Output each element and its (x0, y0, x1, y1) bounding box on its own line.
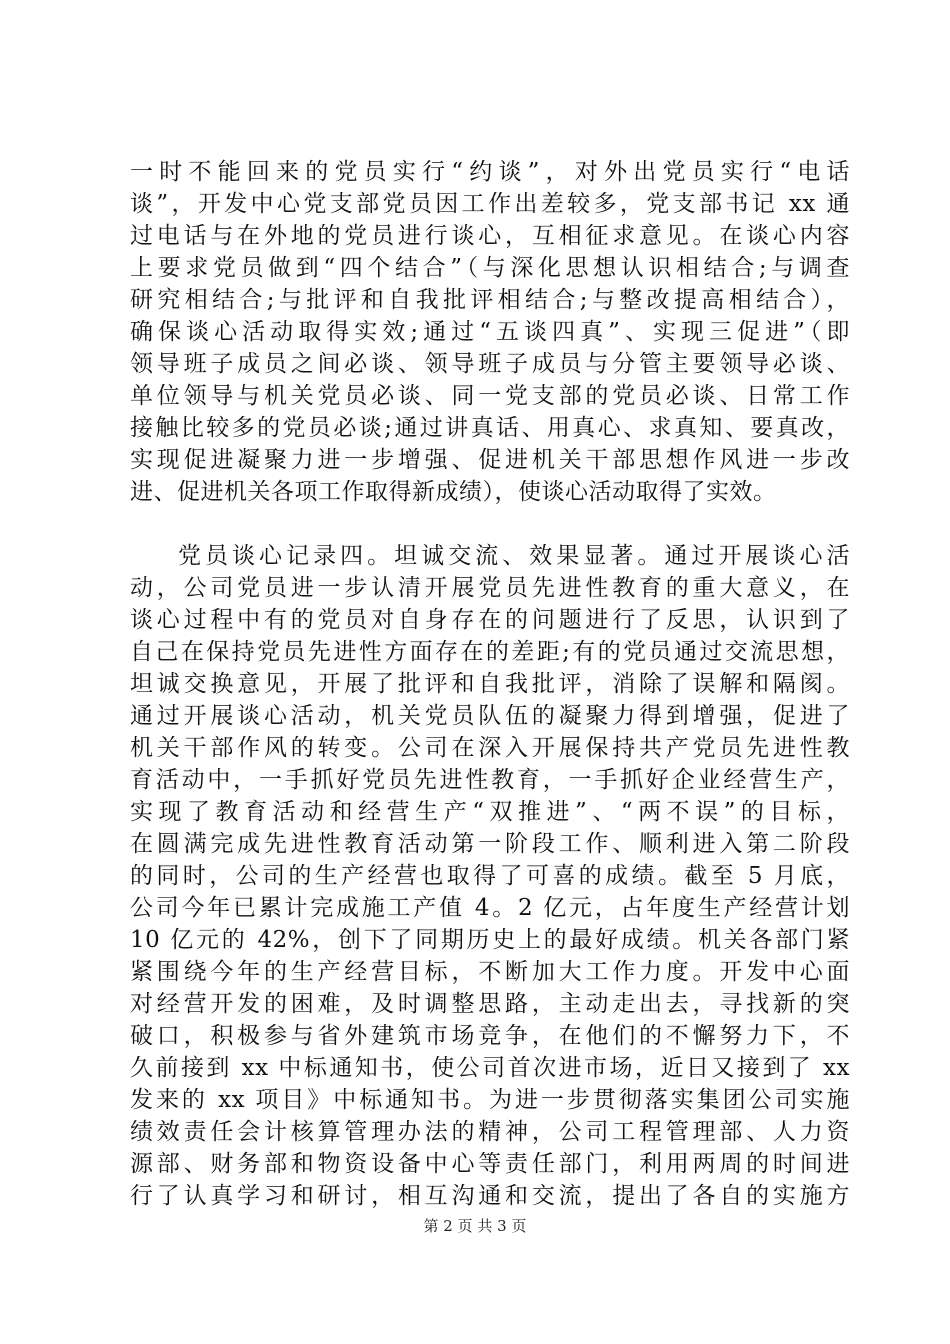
text-line: 坦诚交换意见，开展了批评和自我批评，消除了误解和隔阂。 (130, 671, 850, 697)
text-line: 发来的 xx 项目》中标通知书。为进一步贯彻落实集团公司实施 (130, 1087, 850, 1113)
text-line: 过电话与在外地的党员进行谈心，互相征求意见。在谈心内容 (130, 223, 850, 249)
text-line: 源部、财务部和物资设备中心等责任部门，利用两周的时间进 (130, 1151, 850, 1177)
text-line: 行了认真学习和研讨，相互沟通和交流，提出了各自的实施方 (130, 1183, 850, 1209)
text-line: 10 亿元的 42%，创下了同期历史上的最好成绩。机关各部门紧 (130, 927, 850, 953)
text-line: 紧围绕今年的生产经营目标，不断加大工作力度。开发中心面 (130, 959, 850, 985)
text-line: 公司今年已累计完成施工产值 4。2 亿元，占年度生产经营计划 (130, 895, 850, 921)
text-line: 实现了教育活动和经营生产“双推进”、“两不误”的目标， (130, 799, 850, 825)
page-footer: 第 2 页 共 3 页 (423, 1217, 527, 1235)
text-line: 绩效责任会计核算管理办法的精神，公司工程管理部、人力资 (130, 1119, 850, 1145)
text-line: 谈”，开发中心党支部党员因工作出差较多，党支部书记 xx 通 (130, 191, 850, 217)
text-line: 上要求党员做到“四个结合”（与深化思想认识相结合;与调查 (130, 255, 850, 281)
text-line: 自己在保持党员先进性方面存在的差距;有的党员通过交流思想， (130, 639, 850, 665)
text-line: 一时不能回来的党员实行“约谈”，对外出党员实行“电话 (130, 159, 850, 185)
text-line: 机关干部作风的转变。公司在深入开展保持共产党员先进性教 (130, 735, 850, 761)
text-line: 谈心过程中有的党员对自身存在的问题进行了反思，认识到了 (130, 607, 850, 633)
text-line: 单位领导与机关党员必谈、同一党支部的党员必谈、日常工作 (130, 383, 850, 409)
text-line: 在圆满完成先进性教育活动第一阶段工作、顺利进入第二阶段 (130, 831, 850, 857)
text-line: 进、促进机关各项工作取得新成绩），使谈心活动取得了实效。 (130, 479, 777, 505)
text-line: 确保谈心活动取得实效;通过“五谈四真”、实现三促进”（即 (130, 319, 850, 345)
text-line: 久前接到 xx 中标通知书，使公司首次进市场，近日又接到了 xx (130, 1055, 850, 1081)
text-line: 党员谈心记录四。坦诚交流、效果显著。通过开展谈心活 (178, 543, 850, 569)
text-line: 对经营开发的困难，及时调整思路，主动走出去，寻找新的突 (130, 991, 850, 1017)
text-line: 动，公司党员进一步认清开展党员先进性教育的重大意义，在 (130, 575, 850, 601)
text-line: 破口，积极参与省外建筑市场竞争，在他们的不懈努力下，不 (130, 1023, 850, 1049)
text-line: 的同时，公司的生产经营也取得了可喜的成绩。截至 5 月底， (130, 863, 850, 889)
text-line: 通过开展谈心活动，机关党员队伍的凝聚力得到增强，促进了 (130, 703, 850, 729)
text-line: 育活动中，一手抓好党员先进性教育，一手抓好企业经营生产， (130, 767, 850, 793)
text-line: 领导班子成员之间必谈、领导班子成员与分管主要领导必谈、 (130, 351, 850, 377)
text-line: 研究相结合;与批评和自我批评相结合;与整改提高相结合）， (130, 287, 850, 313)
text-line: 接触比较多的党员必谈;通过讲真话、用真心、求真知、要真改， (130, 415, 850, 441)
text-line: 实现促进凝聚力进一步增强、促进机关干部思想作风进一步改 (130, 447, 850, 473)
